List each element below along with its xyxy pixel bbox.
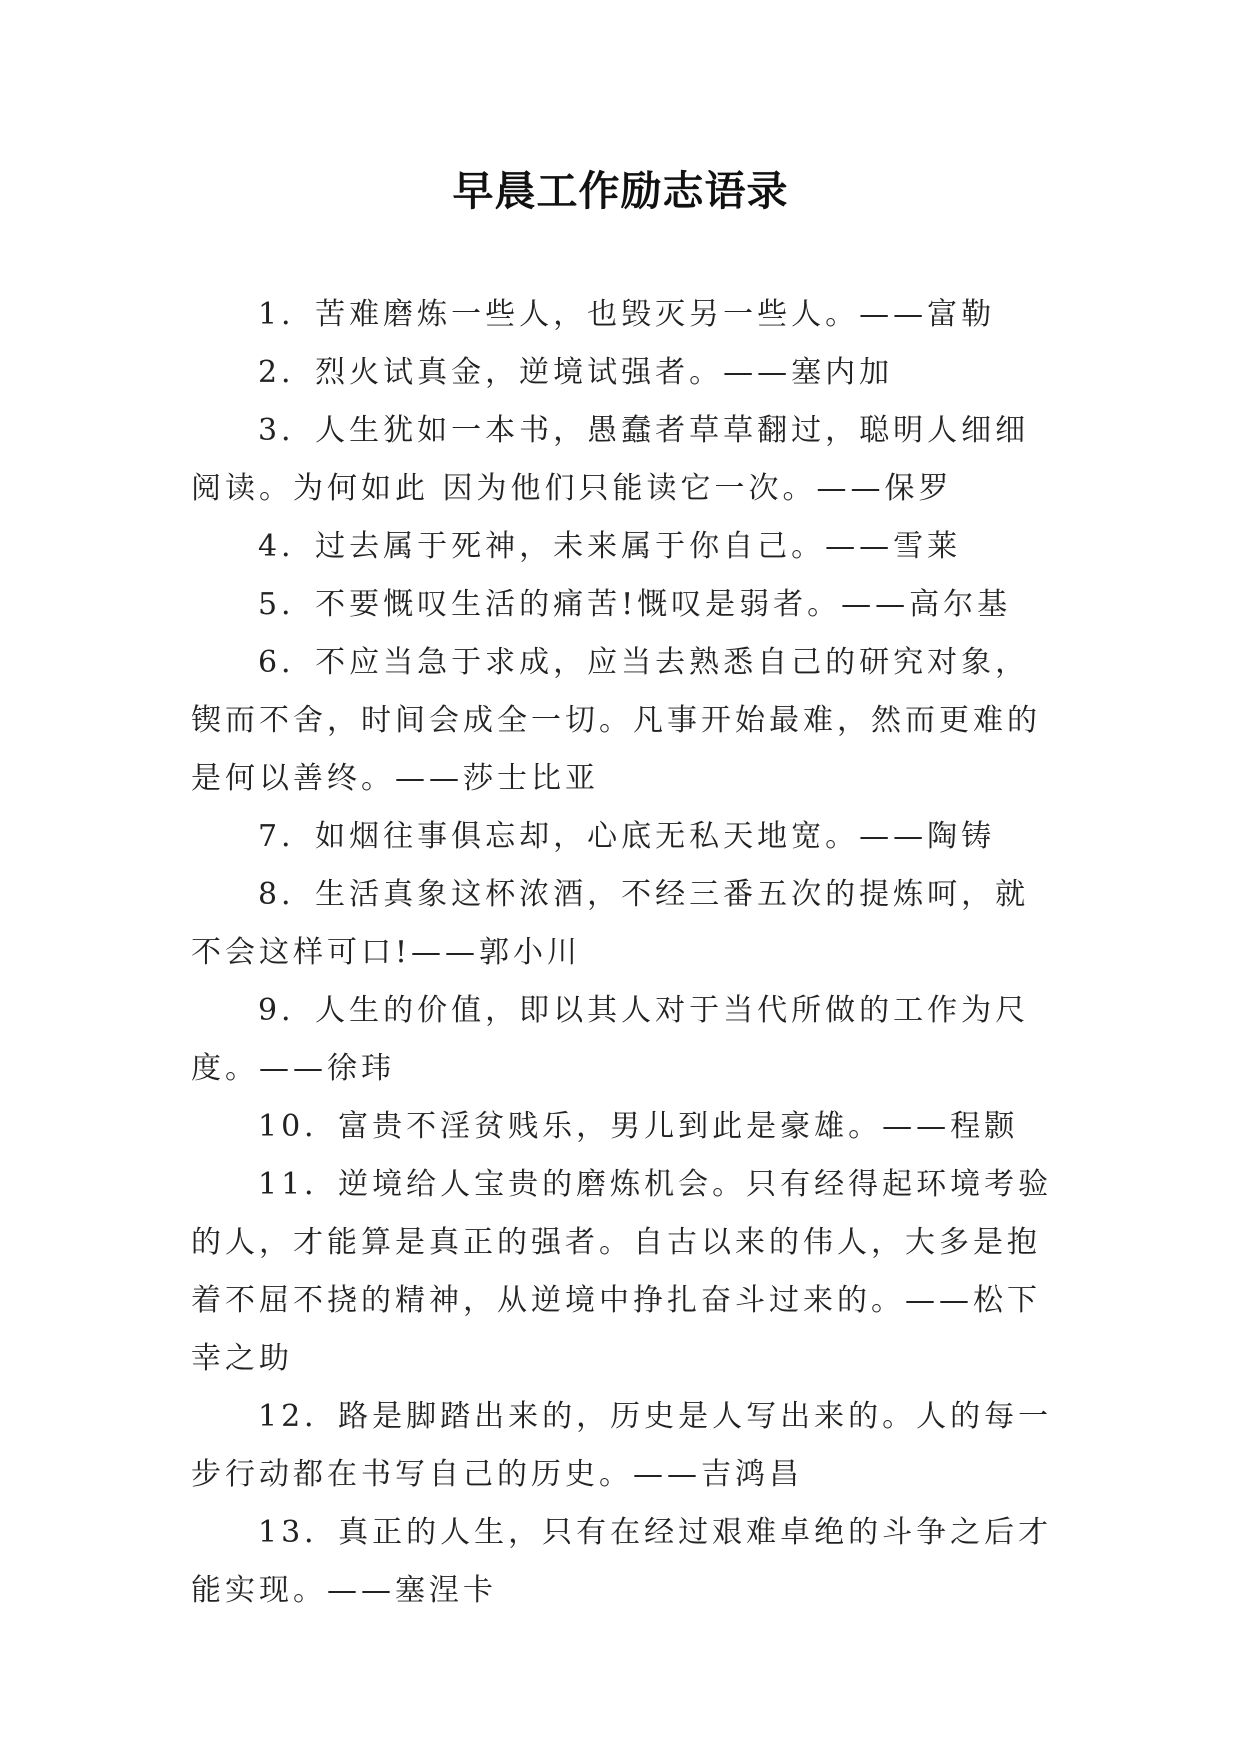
quote-paragraph-3: 3．人生犹如一本书，愚蠢者草草翻过，聪明人细细阅读。为何如此 因为他们只能读它一次。——保罗 <box>191 413 1030 506</box>
quote-paragraph-10: 10．富贵不淫贫贱乐，男儿到此是豪雄。——程颢 <box>258 1109 1019 1144</box>
document-body <box>191 286 1061 1620</box>
quote-paragraph-2: 2．烈火试真金，逆境试强者。——塞内加 <box>258 355 894 390</box>
quote-paragraph-11: 11．逆境给人宝贵的磨炼机会。只有经得起环境考验的人，才能算是真正的强者。自古以来的伟人，大多是抱着不屈不挠的精神，从逆境中挣扎奋斗过来的。——松下幸之助 <box>191 1167 1053 1376</box>
document-title: 早晨工作励志语录 <box>452 167 789 215</box>
quote-paragraph-1: 1．苦难磨炼一些人，也毁灭另一些人。——富勒 <box>258 297 996 332</box>
quote-paragraph-6: 6．不应当急于求成，应当去熟悉自己的研究对象，锲而不舍，时间会成全一切。凡事开始最难，然而更难的是何以善终。——莎士比亚 <box>191 645 1041 796</box>
quote-paragraph-9: 9．人生的价值，即以其人对于当代所做的工作为尺度。——徐玮 <box>191 993 1030 1086</box>
quote-paragraph-12: 12．路是脚踏出来的，历史是人写出来的。人的每一步行动都在书写自己的历史。——吉鸿昌 <box>191 1399 1053 1492</box>
quote-paragraph-4: 4．过去属于死神，未来属于你自己。——雪莱 <box>258 529 962 564</box>
quote-paragraph-13: 13．真正的人生，只有在经过艰难卓绝的斗争之后才能实现。——塞涅卡 <box>191 1515 1053 1608</box>
quote-paragraph-8: 8．生活真象这杯浓酒，不经三番五次的提炼呵，就不会这样可口!——郭小川 <box>191 877 1030 970</box>
quote-paragraph-5: 5．不要慨叹生活的痛苦!慨叹是弱者。——高尔基 <box>258 587 1012 622</box>
quote-paragraph-7: 7．如烟往事俱忘却，心底无私天地宽。——陶铸 <box>258 819 996 854</box>
